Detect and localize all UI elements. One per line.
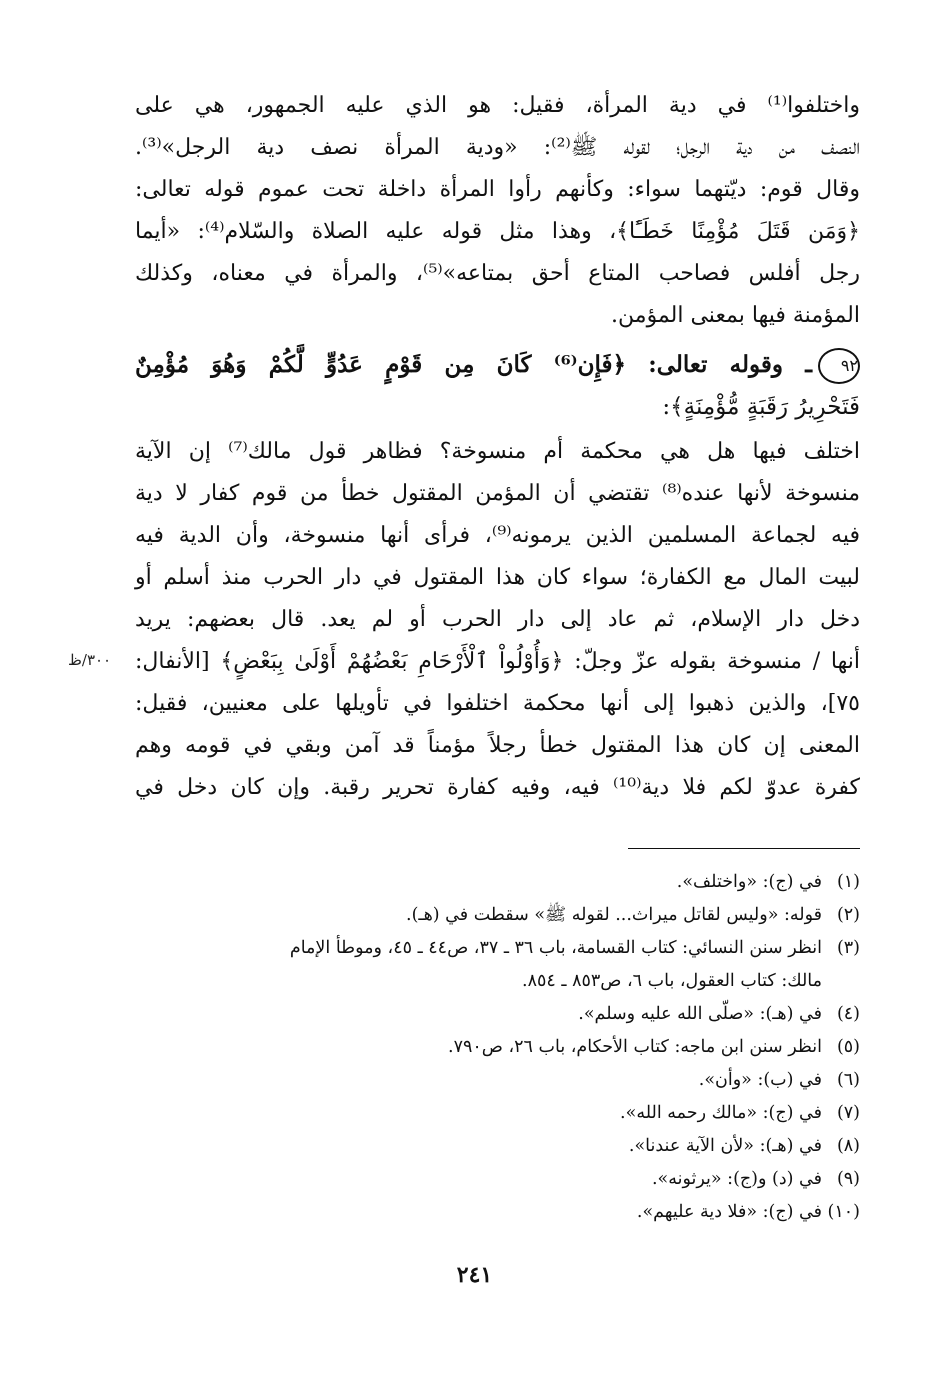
- text-line: وقال قوم: ديّتهما سواء: وكأنهم رأوا المرأة داخلة تحت عموم قوله تعالى:: [135, 177, 860, 202]
- manuscript-folio-note: ٣٠٠/ظ: [68, 651, 112, 669]
- main-text: [135, 85, 860, 809]
- footnote: [135, 1196, 860, 1229]
- text-line: النصف من دية الرجل؛ لقوله ﷺ⁽²⁾: «ودية المرأة نصف دية الرجل»⁽³⁾.: [135, 135, 860, 160]
- footnote-number: (٨): [836, 1136, 860, 1156]
- footnote-text: قوله: «وليس لقاتل ميراث... لقوله ﷺ» سقطت في (هـ).: [406, 905, 822, 925]
- footnote: [135, 1064, 860, 1097]
- text-line: ٧٥]، والذين ذهبوا إلى أنها محكمة اختلفوا في تأويلها على معنيين، فقيل:: [135, 691, 860, 716]
- footnote-text: انظر سنن النسائي: كتاب القسامة، باب ٣٦ ـ ٣٧، ص٤٤ ـ ٤٥، وموطأ الإمام: [289, 938, 822, 958]
- footnote-text: في (ب): «وأن».: [698, 1070, 822, 1090]
- footnote: [135, 1031, 860, 1064]
- text-line: أنها / منسوخة بقوله عزّ وجلّ: ﴿وَأُوْلُواْ ٱلْأَرْحَامِ بَعْضُهُمْ أَوْلَىٰ بِبَعْضٍ﴾ [الأنفال:: [135, 649, 860, 674]
- footnote-number: (٣): [836, 938, 860, 958]
- footnote-number: (٧): [836, 1103, 860, 1123]
- text-line: دخل دار الإسلام، ثم عاد إلى دار الحرب أو لم يعد. قال بعضهم: يريد: [135, 607, 860, 632]
- footnote-text: في (ج): «مالك رحمه الله».: [620, 1103, 822, 1123]
- footnote-text: في (هـ): «لأن الآية عندنا».: [628, 1136, 822, 1156]
- footnote-number: (٢): [836, 905, 860, 925]
- footnote-number: (٦): [836, 1070, 860, 1090]
- footnote-text: في (د) و(ج): «يرثونه».: [651, 1169, 822, 1189]
- footnote: [135, 1130, 860, 1163]
- page-number: ٢٤١: [456, 1262, 493, 1288]
- footnote-number: (١): [836, 872, 860, 892]
- footnote-number: (٩): [836, 1169, 860, 1189]
- text-line: فيه لجماعة المسلمين الذين يرمونه⁽⁹⁾، فرأى أنها منسوخة، وأن الدية فيه: [135, 523, 861, 548]
- text-line: منسوخة لأنها عنده⁽⁸⁾ تقتضي أن المؤمن المقتول خطأ من قوم كفار لا دية: [135, 481, 860, 506]
- text-line: ﴿وَمَن قَتَلَ مُؤْمِنًا خَطَـًٔا﴾، وهذا مثل قوله عليه الصلاة والسّلام⁽⁴⁾: «أيما: [135, 219, 860, 244]
- text-line: واختلفوا⁽¹⁾ في دية المرأة، فقيل: هو الذي عليه الجمهور، هي على: [135, 93, 860, 118]
- footnote: [135, 932, 860, 965]
- footnote-text: في (هـ): «صلّى الله عليه وسلم».: [578, 1004, 822, 1024]
- footnotes: [135, 866, 860, 1229]
- text-line: المعنى إن كان هذا المقتول خطأ رجلاً مؤمناً قد آمن وبقي في قومه وهم: [135, 733, 860, 758]
- footnote-number: (٥): [836, 1037, 860, 1057]
- text-line: كفرة عدوّ لكم فلا دية⁽¹⁰⁾ فيه، وفيه كفارة تحرير رقبة. وإن كان دخل في: [135, 775, 860, 800]
- footnote: [135, 1163, 860, 1196]
- footnote-continuation: مالك: كتاب العقول، باب ٦، ص٨٥٣ ـ ٨٥٤.: [522, 971, 822, 991]
- verse-heading: [135, 343, 860, 385]
- verse-number-icon: ٩٢: [818, 348, 860, 384]
- footnote-number: (١٠): [827, 1202, 860, 1222]
- text-line: لبيت المال مع الكفارة؛ سواء كان هذا المقتول في دار الحرب منذ أسلم أو: [135, 565, 860, 590]
- footnote-text: في (ج): «فلا دية عليهم».: [636, 1202, 822, 1222]
- footnote-text: في (ج): «واختلف».: [676, 872, 822, 892]
- footnote: [135, 899, 860, 932]
- footnote: [135, 866, 860, 899]
- footnote: [135, 1097, 860, 1130]
- footnote-text: انظر سنن ابن ماجه: كتاب الأحكام، باب ٢٦، ص٧٩٠.: [447, 1037, 822, 1057]
- footnote-divider: [628, 848, 860, 849]
- verse-heading-text: ـ وقوله تعالى: ﴿فَإِن⁽⁶⁾ كَانَ مِن قَوْمٍ عَدُوٍّ لَّكُمْ وَهُوَ مُؤْمِنٌ: [135, 351, 812, 378]
- text-line: المؤمنة فيها بمعنى المؤمن.: [611, 303, 860, 328]
- text-line: اختلف فيها هل هي محكمة أم منسوخة؟ فظاهر قول مالك⁽⁷⁾ إن الآية: [135, 439, 860, 464]
- verse-heading-continuation: فَتَحْرِيرُ رَقَبَةٍ مُّؤْمِنَةٍ﴾:: [662, 394, 860, 420]
- footnote-number: (٤): [836, 1004, 860, 1024]
- footnote: [135, 998, 860, 1031]
- text-line: رجل أفلس فصاحب المتاع أحق بمتاعه»⁽⁵⁾، والمرأة في معناه، وكذلك: [135, 261, 860, 286]
